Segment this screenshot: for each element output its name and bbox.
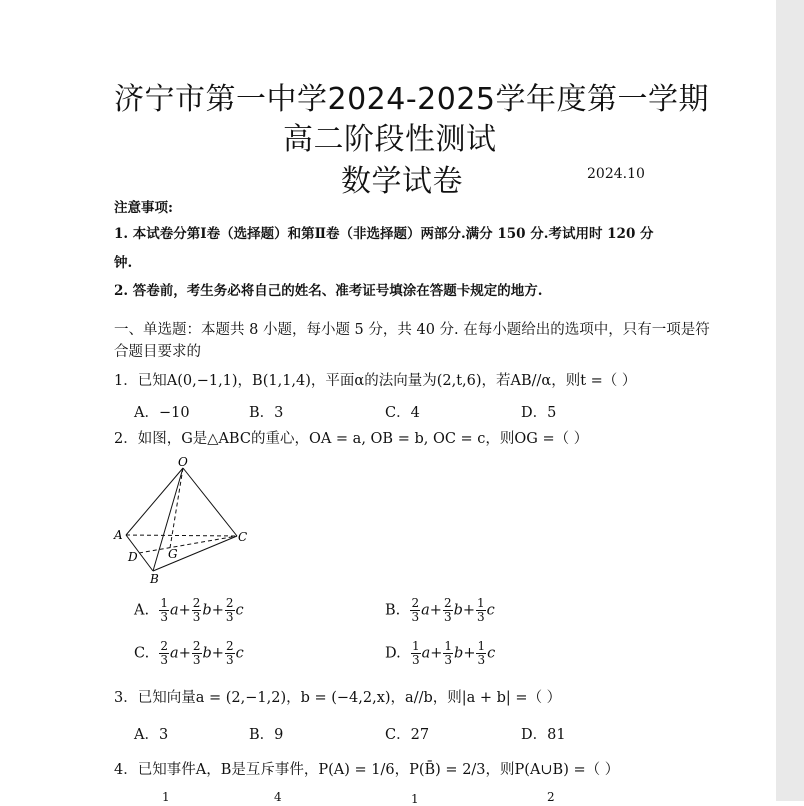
coef-den: 3 — [443, 610, 452, 624]
exam-date: 2024.10 — [587, 166, 645, 182]
title-line-2: 高二阶段性测试 — [283, 122, 497, 157]
q2-option-a-letter: A. — [134, 602, 150, 619]
q4-stem: 4．已知事件A，B是互斥事件，P(A) = 1/6，P(B̄) = 2/3，则P(A∪B) =（ ） — [114, 762, 620, 778]
coef: 1 — [477, 639, 486, 653]
q4-cut-digit-b: 4 — [274, 790, 282, 804]
coef-den: 3 — [411, 653, 420, 667]
notice-item-1b: 钟. — [114, 255, 133, 271]
coef: 2 — [192, 596, 201, 610]
q1-stem: 1．已知A(0,−1,1)，B(1,1,4)，平面α的法向量为(2,t,6)，若AB//α，则t =（ ） — [114, 373, 637, 389]
q3-option-a: A．3 — [134, 727, 169, 743]
label-C: C — [238, 530, 248, 544]
vec: c — [235, 645, 244, 662]
coef: 2 — [192, 639, 201, 653]
vec: a — [421, 645, 431, 662]
coef: 1 — [477, 596, 485, 610]
notice-heading: 注意事项: — [114, 200, 173, 216]
coef: 2 — [225, 639, 234, 653]
q2-option-d: D. $\frac{1}{3}$ a+ $\frac{1}{3}$ b+ $\frac{1}{3}$ c — [385, 639, 496, 667]
coef-den: 3 — [192, 653, 201, 667]
vec: a — [169, 602, 179, 619]
q4-cut-digit-a: 1 — [162, 790, 170, 804]
q2-option-a: A. $\frac{1}{3}$ a+ $\frac{2}{3}$ b+ $\frac{2}{3}$ c — [134, 596, 244, 624]
q2-option-b-letter: B. — [385, 602, 401, 619]
title-line-1: 济宁市第一中学2024-2025学年度第一学期 — [114, 82, 710, 117]
q3-option-d: D．81 — [521, 727, 566, 743]
q1-option-b: B．3 — [249, 405, 284, 421]
vec: c — [487, 645, 496, 662]
coef: 2 — [443, 596, 452, 610]
coef-den: 3 — [160, 610, 168, 624]
coef: 1 — [411, 639, 420, 653]
coef: 2 — [225, 596, 234, 610]
q2-option-c-letter: C. — [134, 645, 150, 662]
vec: a — [170, 645, 179, 662]
coef-den: 3 — [477, 610, 485, 624]
coef-den: 3 — [477, 653, 486, 667]
coef-den: 3 — [192, 610, 201, 624]
label-D: D — [128, 550, 138, 564]
vec: b — [453, 602, 463, 619]
q4-cut-digit-c: 1 — [411, 792, 419, 806]
q1-option-d: D．5 — [521, 405, 557, 421]
notice-item-1a: 1. 本试卷分第Ⅰ卷（选择题）和第Ⅱ卷（非选择题）两部分.满分 150 分.考试用时 120 分 — [114, 226, 654, 242]
q3-stem: 3．已知向量a = (2,−1,2)，b = (−4,2,x)，a//b，则|a + b| =（ ） — [114, 690, 562, 706]
section-heading-line2: 合题目要求的 — [114, 344, 201, 360]
vec: b — [454, 645, 464, 662]
coef-den: 3 — [411, 610, 420, 624]
q2-stem: 2．如图，G是△ABC的重心，OA = a, OB = b, OC = c，则OG =（ ） — [114, 431, 589, 447]
q1-option-a: A．−10 — [134, 405, 190, 421]
title-line-3: 数学试卷 — [341, 164, 463, 199]
label-A: A — [114, 528, 123, 542]
vertical-scrollbar[interactable] — [776, 0, 804, 801]
label-G: G — [168, 547, 178, 561]
q4-cut-digit-d: 2 — [547, 790, 555, 804]
coef-den: 3 — [225, 653, 234, 667]
q3-option-b: B．9 — [249, 727, 284, 743]
coef: 2 — [160, 639, 169, 653]
vec: b — [202, 645, 212, 662]
notice-item-2: 2. 答卷前，考生务必将自己的姓名、准考证号填涂在答题卡规定的地方. — [114, 283, 543, 299]
q2-option-c: C. $\frac{2}{3}$ a+ $\frac{2}{3}$ b+ $\frac{2}{3}$ c — [134, 639, 244, 667]
tetrahedron-figure — [112, 452, 252, 587]
coef-den: 3 — [444, 653, 453, 667]
coef-den: 3 — [225, 610, 234, 624]
q3-option-c: C．27 — [385, 727, 430, 743]
vec: c — [235, 602, 244, 619]
coef: 2 — [411, 596, 420, 610]
q2-option-d-letter: D. — [385, 645, 401, 662]
section-heading-line1: 一、单选题：本题共 8 小题，每小题 5 分，共 40 分. 在每小题给出的选项中，只有一项是符 — [114, 322, 710, 338]
label-B: B — [150, 572, 159, 586]
vec: b — [202, 602, 212, 619]
label-O: O — [178, 455, 188, 469]
q2-option-b: B. $\frac{2}{3}$ a+ $\frac{2}{3}$ b+ $\frac{1}{3}$ c — [385, 596, 495, 624]
coef: 1 — [444, 639, 453, 653]
vec: c — [486, 602, 495, 619]
q1-option-c: C．4 — [385, 405, 420, 421]
coef-den: 3 — [160, 653, 169, 667]
coef: 1 — [160, 596, 168, 610]
vec: a — [421, 602, 430, 619]
